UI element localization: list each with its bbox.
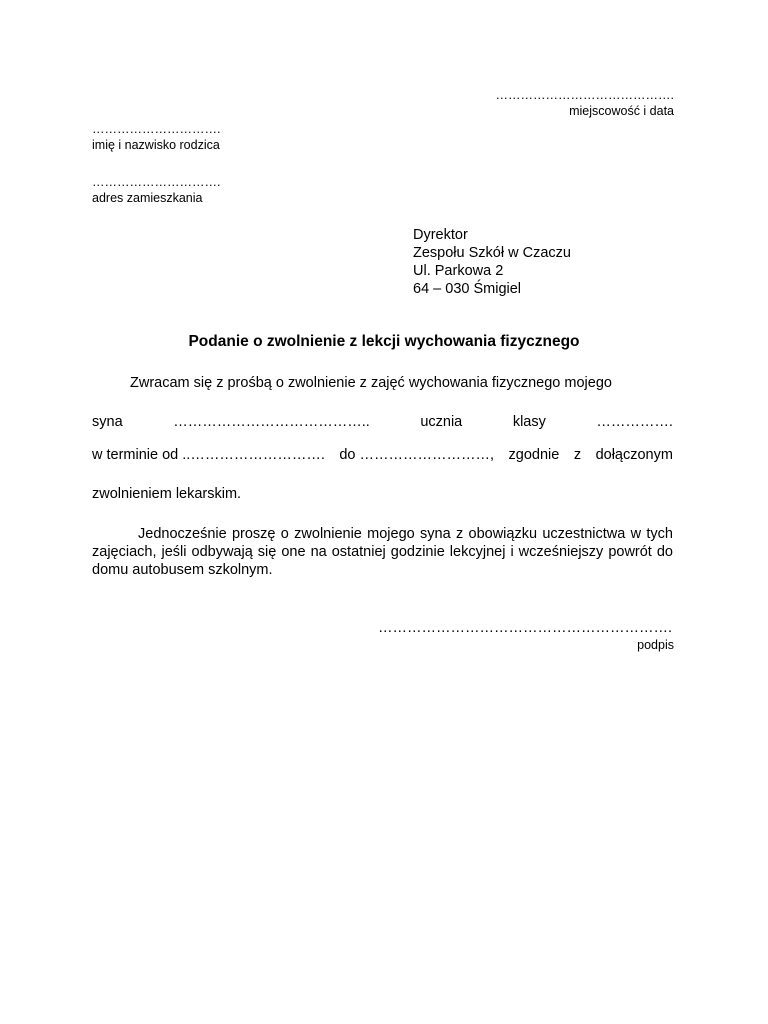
word-syna: syna	[92, 414, 123, 430]
address-placeholder-dots: ………………………….	[92, 175, 221, 189]
signature-dots: …………………………………………………….	[377, 620, 672, 636]
medical-exemption-line: zwolnieniem lekarskim.	[92, 486, 242, 502]
word-ucznia: ucznia	[420, 414, 463, 430]
document-title: Podanie o zwolnienie z lekcji wychowania fizycznego	[188, 333, 580, 350]
parent-name-placeholder-dots: ………………………….	[92, 122, 221, 136]
term-from: w terminie od ..……………………….	[92, 447, 325, 463]
recipient-line: Zespołu Szkół w Czaczu	[413, 245, 571, 261]
parent-name-label: imię i nazwisko rodzica	[92, 138, 220, 152]
word-zgodnie: zgodnie	[508, 447, 560, 463]
recipient-line: 64 – 030 Śmigiel	[413, 281, 522, 297]
son-class-line	[92, 414, 673, 430]
word-klasy: klasy	[512, 414, 546, 430]
recipient-line: Dyrektor	[413, 227, 468, 243]
term-to: do ………………………,	[339, 447, 495, 463]
class-dots: …………….	[596, 414, 673, 430]
term-line	[92, 447, 673, 463]
body-paragraph-1: Zwracam się z prośbą o zwolnienie z zajęć wychowania fizycznego mojego	[130, 375, 612, 391]
recipient-line: Ul. Parkowa 2	[413, 263, 504, 279]
address-label: adres zamieszkania	[92, 191, 203, 205]
word-z: z	[573, 447, 582, 463]
date-placeholder-dots: …………………………………….	[495, 88, 674, 102]
word-dolaczonym: dołączonym	[595, 447, 673, 463]
date-label: miejscowość i data	[569, 104, 674, 118]
body-paragraph-2: Jednocześnie proszę o zwolnienie mojego syna z obowiązku uczestnictwa w tych zajęciach, jeśli odbywają się one na ostatniej godzinie lekcyjnej i wcześniejszy powrót do domu autobusem szkolnym.	[92, 526, 673, 578]
signature-label: podpis	[637, 638, 674, 652]
son-name-dots: …………………………………..	[173, 414, 370, 430]
